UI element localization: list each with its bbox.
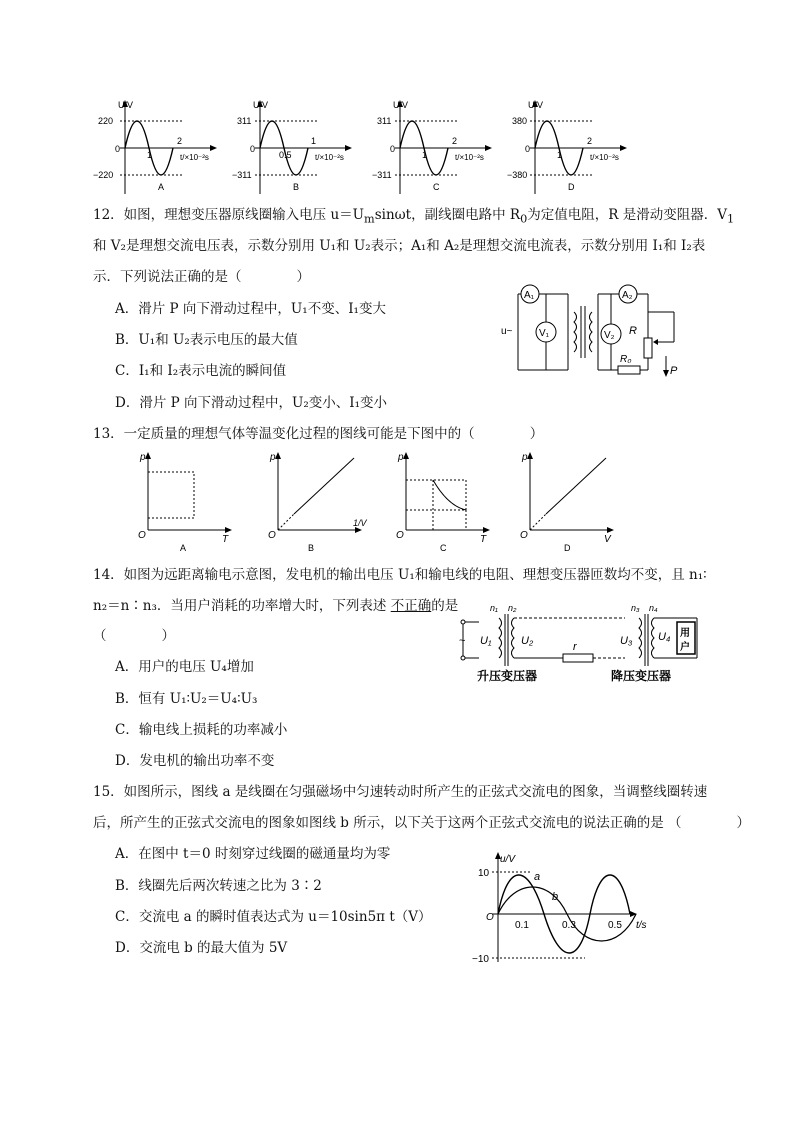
- q13-graph-a: [138, 452, 232, 553]
- q15-option-a[interactable]: A．在图中 t＝0 时刻穿过线圈的磁通量均为零: [115, 846, 391, 862]
- q13-b-xaxis: 1/V: [353, 518, 367, 528]
- q15-t1: 0.1: [515, 920, 529, 931]
- q13-c-origin: O: [396, 530, 404, 541]
- fig-b-origin: 0: [250, 144, 256, 154]
- fig-d-t2: 2: [587, 136, 593, 146]
- n3-label: n₃: [631, 603, 640, 613]
- user-label-bottom: 户: [680, 642, 690, 653]
- q14-option-b[interactable]: B．恒有 U₁∶U₂＝U₄∶U₃: [115, 691, 258, 707]
- q14-transmission-diagram: [455, 600, 705, 685]
- fig-c-origin: 0: [390, 144, 396, 154]
- q13-d-xaxis: V: [604, 534, 611, 545]
- q12-line3: 示．下列说法正确的是（ ）: [93, 269, 310, 285]
- fig-d-ymax: 380: [512, 116, 528, 126]
- fig-c-ymax: 311: [377, 116, 392, 126]
- q15-line1: 15．如图所示，图线 a 是线圈在匀强磁场中匀速转动时所产生的正弦式交流电的图象，当调整线圈转速: [93, 784, 708, 800]
- fig-c-xlabel: t/×10⁻²s: [455, 153, 484, 162]
- u2-label: U₂: [521, 635, 534, 647]
- fig-a-t1: 1: [147, 150, 153, 160]
- user-label-top: 用: [680, 628, 690, 639]
- q13-d-yaxis: p: [522, 452, 528, 463]
- q13-b-origin: O: [268, 530, 276, 541]
- u3-label: U₃: [620, 635, 633, 647]
- q14-transmission-svg: [455, 600, 705, 685]
- fig-b-xlabel: t/×10⁻²s: [315, 153, 344, 162]
- q14-option-d[interactable]: D．发电机的输出功率不变: [115, 753, 275, 769]
- q12-option-b[interactable]: B．U₁和 U₂表示电压的最大值: [115, 332, 298, 348]
- sine-figure-d: [507, 100, 627, 194]
- fig-d-ymin: −380: [507, 170, 528, 180]
- fig-b-ymin: −311: [232, 170, 252, 180]
- q13-b-label: B: [308, 543, 315, 553]
- q14-line1: 14．如图为远距离输电示意图，发电机的输出电压 U₁和输电线的电阻、理想变压器匝数均不变，且 n₁∶: [93, 567, 707, 583]
- q13-d-origin: O: [520, 530, 528, 541]
- q13-a-yaxis: p: [140, 452, 146, 463]
- fig-c-ylabel: U/V: [393, 100, 409, 110]
- curve-b-label: b: [552, 891, 559, 903]
- step-up-transformer-label: 升压变压器: [477, 669, 538, 683]
- step-down-transformer-label: 降压变压器: [611, 669, 672, 683]
- q15-ymin: −10: [472, 954, 489, 965]
- n1-label: n₁: [490, 603, 498, 613]
- n2-label: n₂: [508, 603, 517, 613]
- fig-b-ylabel: U/V: [253, 100, 269, 110]
- sine-figure-a: [93, 100, 217, 194]
- sine-figure-b: [232, 100, 352, 194]
- q13-d-label: D: [564, 543, 571, 553]
- n4-label: n₄: [649, 603, 658, 613]
- q15-sine-graph-svg: [470, 850, 660, 965]
- q13-a-origin: O: [138, 530, 146, 541]
- fig-c-ymin: −311: [372, 170, 392, 180]
- fig-b-label: B: [293, 182, 300, 192]
- fig-c-label: C: [433, 182, 440, 192]
- q15-t3: 0.3: [562, 920, 576, 931]
- source-label: u~: [501, 326, 513, 337]
- q13-a-xaxis: T: [222, 534, 229, 545]
- q13-graph-c: [396, 452, 490, 553]
- fig-a-xlabel: t/×10⁻²s: [180, 153, 209, 162]
- top-figures: [90, 98, 650, 198]
- q15-sine-graph: [470, 850, 660, 965]
- fig-d-t1: 1: [557, 150, 563, 160]
- q12-option-c[interactable]: C．I₁和 I₂表示电流的瞬间值: [115, 363, 287, 379]
- q15-ymax: 10: [478, 868, 490, 879]
- voltmeter-v1-label: V₁: [539, 328, 550, 339]
- q15-option-d[interactable]: D．交流电 b 的最大值为 5V: [115, 940, 288, 956]
- fig-a-ymin: −220: [93, 170, 114, 180]
- slider-p-label: P: [670, 365, 678, 377]
- fig-c-t1: 1: [422, 150, 428, 160]
- fig-a-ymax: 220: [98, 116, 114, 126]
- fig-d-ylabel: U/V: [528, 100, 544, 110]
- fig-a-ylabel: U/V: [118, 100, 134, 110]
- q13-b-yaxis: p: [270, 452, 276, 463]
- fig-d-origin: 0: [525, 144, 531, 154]
- resistor-r-label: R: [629, 325, 637, 337]
- q13-graphs-svg: [130, 450, 650, 555]
- fig-a-origin: 0: [115, 144, 121, 154]
- fig-b-ymax: 311: [237, 116, 252, 126]
- fig-c-t2: 2: [452, 136, 458, 146]
- line-resistor-label: r: [573, 641, 577, 653]
- q15-option-c[interactable]: C．交流电 a 的瞬时值表达式为 u＝10sin5π t（V）: [115, 909, 432, 925]
- fig-b-t2: 1: [311, 136, 317, 146]
- fig-d-xlabel: t/×10⁻²s: [590, 153, 619, 162]
- fig-a-label: A: [158, 182, 165, 192]
- u4-label: U₄: [658, 631, 671, 643]
- q12-line1: 12．如图，理想变压器原线圈输入电压 $u=U_m\sin\omega t$，副线圈电路中 $R_0$为定值电阻，R 是滑动变阻器．$V_1$: [93, 207, 735, 226]
- ammeter-a2-label: A₂: [622, 290, 633, 301]
- q15-ylabel: u/V: [500, 854, 516, 865]
- curve-a-label: a: [534, 871, 541, 883]
- q14-line2: n₂＝n∶n₃．当用户消耗的功率增大时，下列表述 不正确的是: [93, 598, 459, 614]
- q14-option-a[interactable]: A．用户的电压 U₄增加: [115, 659, 254, 675]
- q13-c-xaxis: T: [480, 534, 487, 545]
- q13-graphs: [130, 450, 650, 555]
- q12-option-d[interactable]: D．滑片 P 向下滑动过程中，U₂变小、I₁变小: [115, 395, 388, 411]
- q14-option-c[interactable]: C．输电线上损耗的功率减小: [115, 722, 288, 738]
- u1-label: U₁: [480, 635, 492, 647]
- q13-c-label: C: [440, 543, 447, 553]
- q12-circuit-svg: [498, 282, 698, 382]
- fig-d-label: D: [568, 182, 575, 192]
- generator-source: ~: [459, 635, 466, 647]
- q15-t5: 0.5: [608, 920, 622, 931]
- q12-line2: 和 V₂是理想交流电压表，示数分别用 U₁和 U₂表示；A₁和 A₂是理想交流电流表，示数分别用 I₁和 I₂表: [93, 238, 706, 254]
- q12-option-a[interactable]: A．滑片 P 向下滑动过程中，U₁不变、I₁变大: [115, 301, 386, 317]
- sine-figure-c: [372, 100, 492, 194]
- q15-origin: O: [486, 912, 494, 923]
- q13-a-label: A: [180, 543, 187, 553]
- q15-line2: 后，所产生的正弦式交流电的图象如图线 b 所示，以下关于这两个正弦式交流电的说法正确的是 （ ）: [93, 815, 751, 831]
- q15-xlabel: t/s: [636, 920, 647, 931]
- ammeter-a1-label: A₁: [524, 290, 535, 301]
- q13-graph-b: [268, 452, 368, 553]
- q14-line3: （ ）: [93, 628, 175, 644]
- q13-c-yaxis: p: [398, 452, 404, 463]
- voltmeter-v2-label: V₂: [604, 330, 615, 341]
- fig-a-t2: 2: [177, 136, 183, 146]
- fig-b-t1: 0.5: [279, 150, 292, 160]
- q15-option-b[interactable]: B．线圈先后两次转速之比为 3∶2: [115, 878, 322, 894]
- q12-circuit-diagram: [498, 282, 698, 382]
- resistor-r0-label: R₀: [620, 354, 632, 365]
- q13-graph-d: [520, 452, 614, 553]
- q13-stem: 13．一定质量的理想气体等温变化过程的图线可能是下图中的（ ）: [93, 426, 544, 442]
- top-figures-svg: [90, 98, 650, 198]
